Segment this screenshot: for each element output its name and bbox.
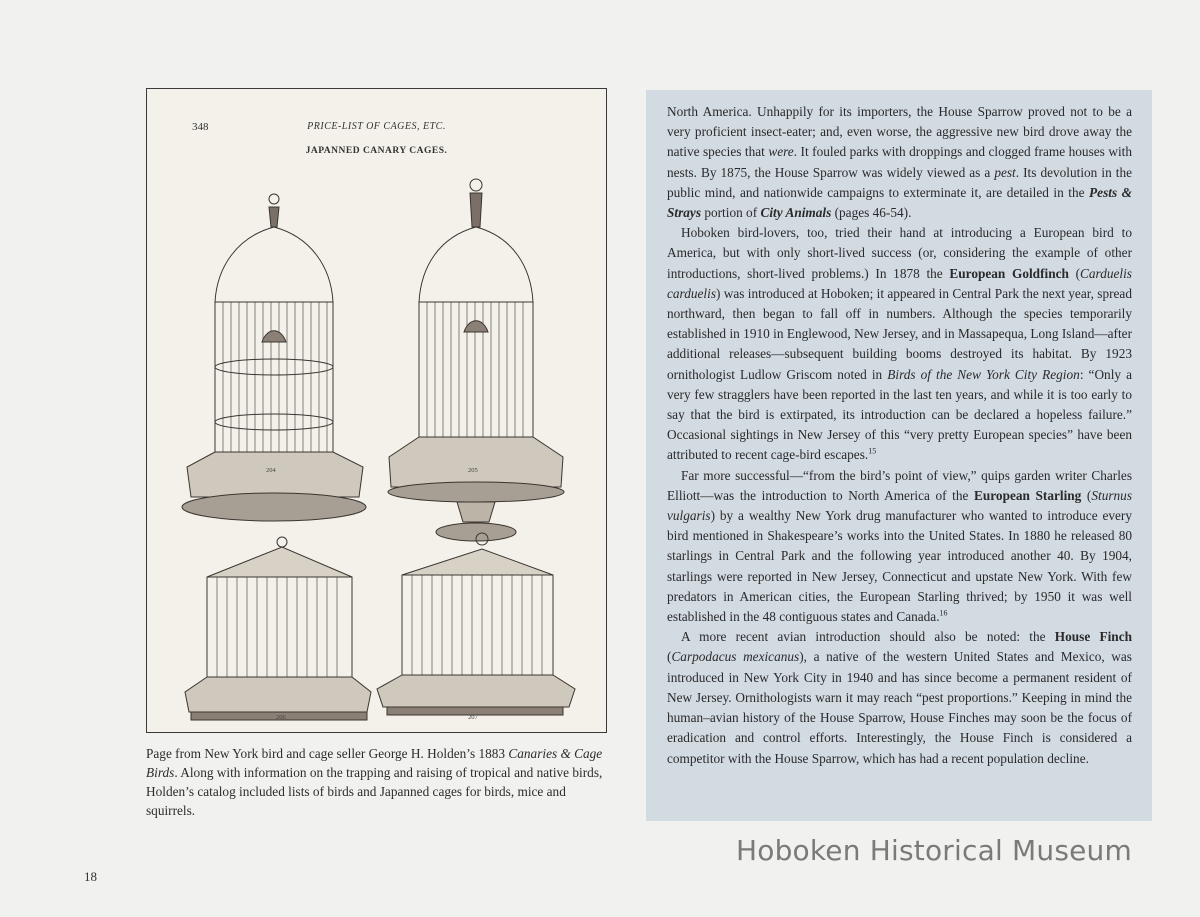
cage-label-204: 204 (266, 467, 276, 474)
watermark-text: Hoboken Historical Museum (736, 834, 1132, 867)
p3-text-e: ) by a wealthy New York drug manufacturer who wanted to introduce every bird mentioned in Shakespeare’s works into the United States. In 1880 he released 80 starlings in Central Park and the following year introduced another 40. By 1904, starlings were reported in New Jersey, Connecticut and upstate New York. With few predators in American cities, the European Starling thrived; by 1950 it was well established in the 48 contiguous states and Canada. (667, 508, 1132, 625)
p3-european-starling: European Starling (974, 487, 1082, 503)
paragraph-2 (667, 223, 1132, 465)
figure-header: PRICE-LIST OF CAGES, ETC. (307, 121, 446, 132)
p4-carpodacus: Carpodacus mexicanus (671, 649, 800, 665)
p1-text-c: . It fouled parks with droppings and clogged frame houses with nests. By 1875, the House Sparrow was widely viewed as a (667, 144, 1132, 180)
p4-text-c: ( (667, 649, 672, 665)
caption-text-2: . Along with information on the trapping and raising of tropical and native birds, Holden’s catalog included lists of birds and Japanned cages for birds, mice and squirrels. (146, 765, 603, 818)
p3-sturnus: Sturnus vulgaris (667, 487, 1132, 524)
p1-italic-pest: pest (994, 164, 1016, 180)
p4-house-finch: House Finch (1054, 629, 1132, 645)
footnote-15: 15 (868, 447, 877, 457)
caption-book-title: Canaries & Cage Birds (146, 746, 603, 780)
p1-pests-strays: Pests & Strays (667, 184, 1132, 221)
p2-text-c: ( (1068, 265, 1081, 281)
p2-european-goldfinch: European Goldfinch (949, 265, 1069, 281)
p1-italic-were: were (768, 144, 794, 160)
p1-city-animals: City Animals (760, 205, 832, 221)
footnote-16: 16 (939, 608, 948, 618)
p3-text-c: ( (1081, 487, 1092, 503)
p2-text-g: : “Only a very few stragglers have been reported in the last ten years, and while it is too early to say that the bird is extirpated, its introduction can be declared a hopeless failure.” Occasional sightings in New Jersey of this “very pretty European species” have been attributed to recent cage-bird escapes. (667, 366, 1132, 463)
article-text-box (646, 90, 1152, 821)
p4-text-e: ), a native of the western United States and Mexico, was introduced in New York City in 1940 and has since become a permanent resident of New Jersey. Ornithologists warn it may reach “pest proportions.” Keeping in mind the human–avian history of the House Sparrow, House Finches may soon be the focus of eradication and control efforts. Interestingly, the House Finch is considered a competitor with the House Sparrow, which has had a recent population decline. (667, 649, 1132, 766)
p3-text-a: Far more successful—“from the bird’s point of view,” quips garden writer Charles Elliott—was the introduction to North America of the (667, 467, 1132, 503)
p1-text-a: North America. Unhappily for its importers, the House Sparrow proved not to be a very proficient insect-eater; and, even worse, the aggressive new bird drove away the native species that (667, 104, 1132, 160)
figure-page-number: 348 (192, 121, 209, 133)
birdcage-illustration (177, 167, 577, 727)
paragraph-4 (667, 627, 1132, 768)
p2-text-a: Hoboken bird-lovers, too, tried their hand at introducing a European bird to America, but with only short-lived success (or, considering the example of other introductions, short-lived problems.) In 1878 the (667, 225, 1132, 281)
cage-label-205: 205 (468, 467, 478, 474)
p2-carduelis: Carduelis carduelis (667, 265, 1132, 301)
caption-text-1: Page from New York bird and cage seller George H. Holden’s 1883 (146, 746, 509, 761)
page-number: 18 (84, 869, 97, 884)
catalog-page-figure (146, 88, 607, 733)
paragraph-3 (667, 466, 1132, 628)
cage-207-drawing (377, 533, 575, 715)
p1-text-e: . Its devolution in the public mind, and nationwide campaigns to exterminate it, are detailed in the (667, 164, 1132, 200)
figure-caption (146, 744, 616, 820)
figure-subheader: JAPANNED CANARY CAGES. (305, 146, 448, 156)
p2-book-title: Birds of the New York City Region (887, 366, 1080, 382)
cage-label-207: 207 (468, 714, 478, 721)
p4-text-a: A more recent avian introduction should also be noted: the (681, 629, 1055, 645)
p1-text-g: portion of (701, 205, 761, 221)
cage-205-drawing (388, 179, 564, 541)
p2-text-e: ) was introduced at Hoboken; it appeared in Central Park the next year, spread northward, then began to fall off in numbers. Although the species temporarily established in 1910 in Englewood, New Jersey, and in Massapequa, Long Island—after additional releases—subsequent building booms destroyed its habitat. By 1923 ornithologist Ludlow Griscom noted in (667, 285, 1132, 382)
paragraph-1 (667, 102, 1132, 223)
p1-text-i: (pages 46-54). (831, 205, 912, 221)
cage-label-206: 206 (276, 714, 286, 721)
cage-206-drawing (185, 537, 371, 720)
